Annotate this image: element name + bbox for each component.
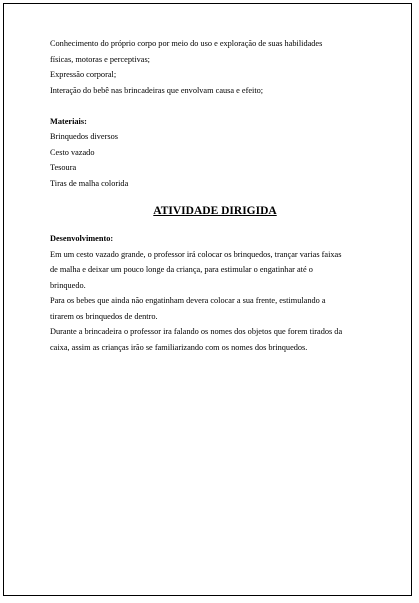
material-item: Brinquedos diversos	[50, 132, 118, 141]
materials-heading: Materiais:	[50, 116, 87, 126]
spacer	[50, 98, 380, 114]
development-section	[50, 231, 380, 355]
development-line: brinquedo.	[50, 280, 86, 290]
development-line: tirarem os brinquedos de dentro.	[50, 311, 158, 321]
objective-line: Conhecimento do próprio corpo por meio do uso e exploração de suas habilidades	[50, 39, 323, 48]
material-item: Cesto vazado	[50, 147, 95, 157]
development-line: Para os bebes que ainda não engatinham devera colocar a sua frente, estimulando a	[50, 296, 326, 305]
development-line: de malha e deixar um pouco longe da criança, para estimular o engatinhar até o	[50, 265, 313, 274]
section-title: ATIVIDADE DIRIGIDA	[153, 205, 277, 217]
development-line: Durante a brincadeira o professor ira falando os nomes dos objetos que forem tirados da	[50, 327, 343, 336]
materials-section	[50, 114, 380, 192]
objective-line: físicas, motoras e perceptivas;	[50, 54, 150, 64]
objective-line: Expressão corporal;	[50, 70, 117, 79]
development-line: caixa, assim as crianças irão se familiarizando com os nomes dos brinquedos.	[50, 342, 308, 352]
objective-line: Interação do bebê nas brincadeiras que envolvam causa e efeito;	[50, 85, 264, 95]
material-item: Tesoura	[50, 163, 77, 172]
material-item: Tiras de malha colorida	[50, 178, 129, 188]
development-line: Em um cesto vazado grande, o professor irá colocar os brinquedos, trançar varias faixas	[50, 249, 342, 259]
document-body	[50, 36, 380, 355]
development-heading: Desenvolvimento:	[50, 234, 114, 243]
objectives-list	[50, 36, 380, 98]
